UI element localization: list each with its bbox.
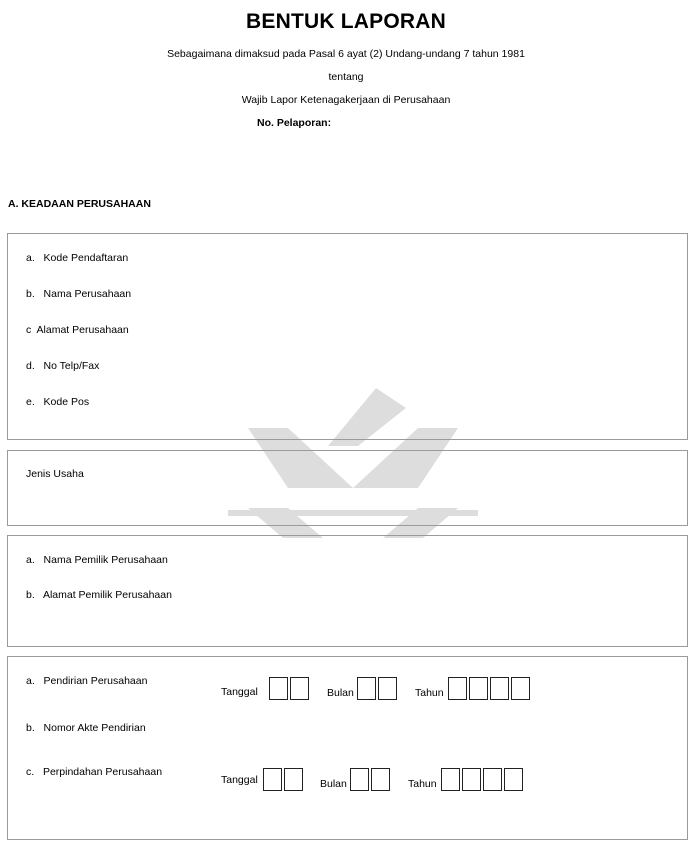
nama-perusahaan-row bbox=[26, 288, 131, 300]
digit-cell[interactable] bbox=[269, 677, 288, 700]
digit-cell[interactable] bbox=[357, 677, 376, 700]
nomor-akte-row bbox=[26, 722, 146, 734]
pendirian-year-label: Tahun bbox=[415, 687, 444, 699]
perpindahan-month-label: Bulan bbox=[320, 778, 347, 790]
alamat-perusahaan-label: Alamat Perusahaan bbox=[36, 324, 129, 336]
report-number-label: No. Pelaporan: bbox=[257, 117, 332, 129]
telp-fax-label: No Telp/Fax bbox=[43, 360, 100, 372]
kode-pendaftaran-row bbox=[26, 252, 128, 264]
row-prefix: b. bbox=[26, 288, 35, 300]
row-prefix: d. bbox=[26, 360, 35, 372]
perpindahan-year-label: Tahun bbox=[408, 778, 437, 790]
pendirian-row bbox=[26, 675, 147, 687]
digit-cell[interactable] bbox=[448, 677, 467, 700]
digit-cell[interactable] bbox=[462, 768, 481, 791]
row-prefix: b. bbox=[26, 589, 35, 601]
pendirian-label: Pendirian Perusahaan bbox=[43, 675, 148, 687]
pendirian-month-label: Bulan bbox=[327, 687, 354, 699]
perpindahan-row bbox=[26, 766, 162, 778]
perpindahan-day-label: Tanggal bbox=[221, 774, 258, 786]
telp-fax-row bbox=[26, 360, 99, 372]
digit-cell[interactable] bbox=[511, 677, 530, 700]
kode-pos-row bbox=[26, 396, 89, 408]
row-prefix: a. bbox=[26, 554, 35, 566]
digit-cell[interactable] bbox=[290, 677, 309, 700]
document-title: BENTUK LAPORAN bbox=[246, 10, 446, 33]
business-type-box bbox=[7, 450, 688, 526]
digit-cell[interactable] bbox=[284, 768, 303, 791]
digit-cell[interactable] bbox=[490, 677, 509, 700]
perpindahan-month-cells bbox=[350, 768, 392, 791]
kode-pendaftaran-label: Kode Pendaftaran bbox=[43, 252, 129, 264]
digit-cell[interactable] bbox=[504, 768, 523, 791]
pendirian-day-label: Tanggal bbox=[221, 686, 258, 698]
legal-basis-line: Sebagaimana dimaksud pada Pasal 6 ayat (2) Undang-undang 7 tahun 1981 bbox=[167, 48, 525, 60]
nama-perusahaan-label: Nama Perusahaan bbox=[43, 288, 132, 300]
row-prefix: b. bbox=[26, 722, 35, 734]
digit-cell[interactable] bbox=[378, 677, 397, 700]
kode-pos-label: Kode Pos bbox=[43, 396, 90, 408]
perpindahan-label: Perpindahan Perusahaan bbox=[42, 766, 163, 778]
subject-connector: tentang bbox=[328, 71, 364, 83]
digit-cell[interactable] bbox=[263, 768, 282, 791]
perpindahan-year-cells bbox=[441, 768, 525, 791]
nomor-akte-label: Nomor Akte Pendirian bbox=[43, 722, 146, 734]
company-identity-box bbox=[7, 233, 688, 440]
section-a-heading: A. KEADAAN PERUSAHAAN bbox=[8, 198, 151, 210]
row-prefix: a. bbox=[26, 252, 35, 264]
nama-pemilik-label: Nama Pemilik Perusahaan bbox=[43, 554, 168, 566]
jenis-usaha-label: Jenis Usaha bbox=[26, 468, 84, 480]
alamat-pemilik-label: Alamat Pemilik Perusahaan bbox=[42, 589, 172, 601]
digit-cell[interactable] bbox=[469, 677, 488, 700]
digit-cell[interactable] bbox=[483, 768, 502, 791]
row-prefix: a. bbox=[26, 675, 35, 687]
row-prefix: c. bbox=[26, 766, 35, 778]
pendirian-day-cells bbox=[269, 677, 311, 700]
row-prefix: c bbox=[26, 324, 32, 336]
digit-cell[interactable] bbox=[441, 768, 460, 791]
digit-cell[interactable] bbox=[371, 768, 390, 791]
subject-line: Wajib Lapor Ketenagakerjaan di Perusahaan bbox=[241, 94, 451, 106]
pendirian-year-cells bbox=[448, 677, 532, 700]
nama-pemilik-row bbox=[26, 554, 168, 566]
alamat-perusahaan-row bbox=[26, 324, 129, 336]
digit-cell[interactable] bbox=[350, 768, 369, 791]
alamat-pemilik-row bbox=[26, 589, 172, 601]
perpindahan-day-cells bbox=[263, 768, 305, 791]
pendirian-month-cells bbox=[357, 677, 399, 700]
row-prefix: e. bbox=[26, 396, 35, 408]
